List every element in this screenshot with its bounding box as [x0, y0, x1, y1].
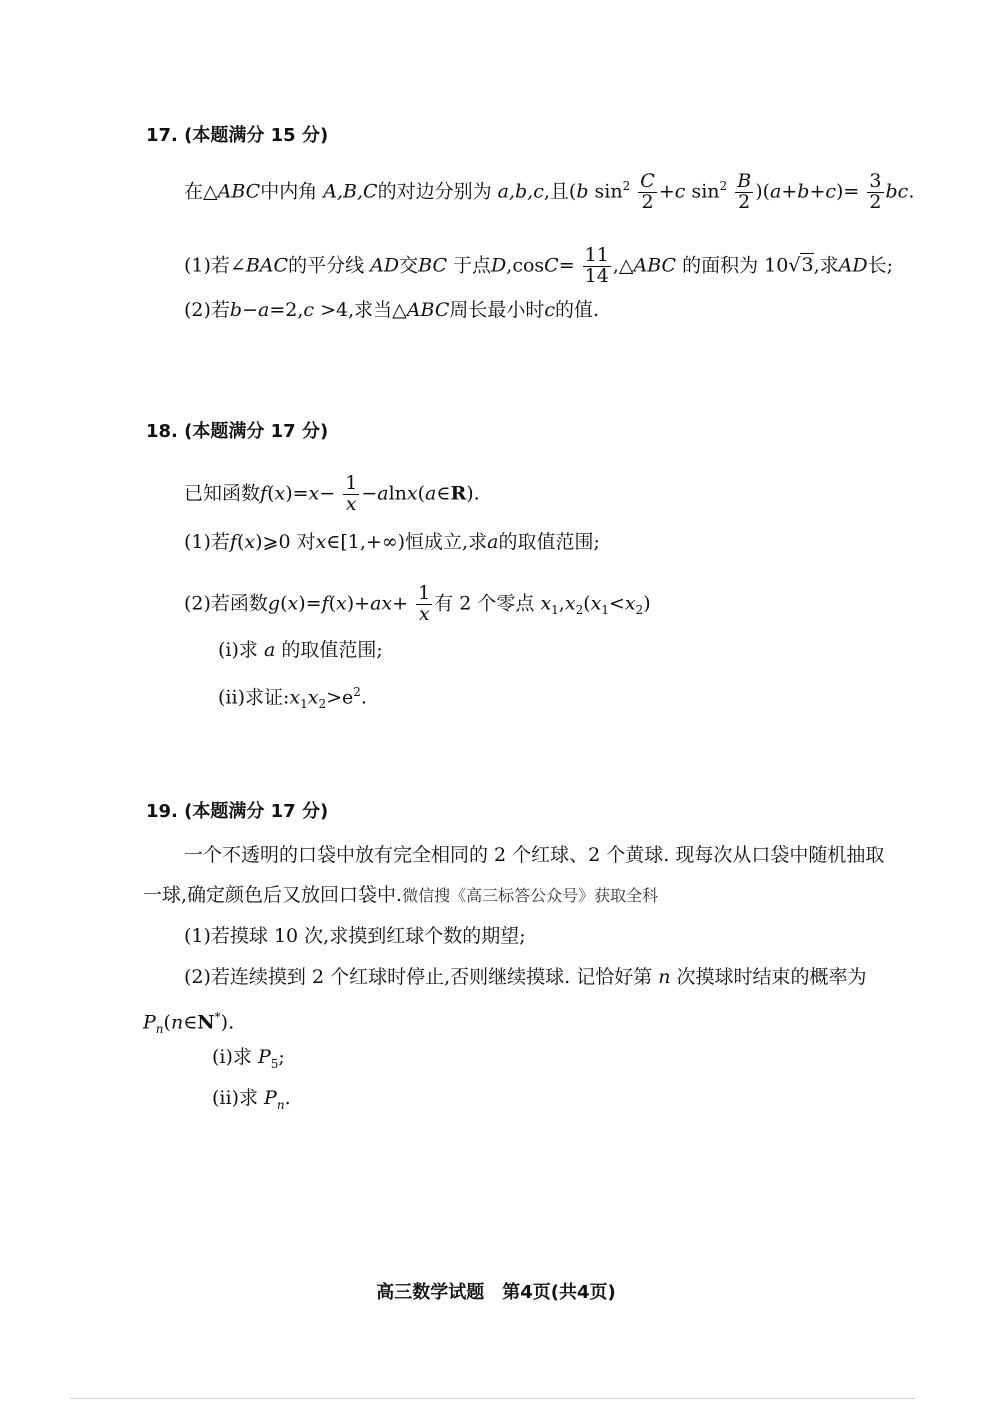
- q19-part1: (1)若摸球 10 次,求摸到红球个数的期望;: [184, 925, 526, 947]
- q18-stem: 已知函数f(x)=x− $\frac{1}{x}$ −alnx(a∈R).: [184, 472, 480, 515]
- q19-line1: 一个不透明的口袋中放有完全相同的 2 个红球、2 个黄球. 现每次从口袋中随机抽取: [184, 844, 885, 866]
- q17-stem: 在△ABC中内角 A,B,C的对边分别为 a,b,c,且(b $\sin^2$ $\frac{C}{2}$ +c $\sin^2$ $\frac{B}{2}$ )(a+b+c)= $\frac{3}{2}$ bc.: [184, 170, 915, 213]
- q19-heading: 19. (本题满分 17 分): [146, 801, 329, 822]
- page-footer: 高三数学试题 第4页(共4页): [376, 1282, 616, 1303]
- q17-heading: 17. (本题满分 15 分): [146, 125, 329, 146]
- q18-part1: (1)若f(x)⩾0 对x∈[1,+∞)恒成立,求a的取值范围;: [184, 531, 600, 553]
- q19-sub1: (i)求 $P_5$;: [212, 1046, 285, 1071]
- q18-sub1: (i)求 a 的取值范围;: [218, 639, 383, 661]
- q18-heading: 18. (本题满分 17 分): [146, 421, 329, 442]
- q19-part2-cont: $P_n(n\in N^*)$.: [143, 1010, 235, 1037]
- watermark-text: 微信搜《高三标答公众号》获取全科: [402, 886, 659, 905]
- q17-part1: (1)若∠BAC的平分线 AD交BC 于点D,cosC= $\frac{11}{14}$ ,△ABC 的面积为 10√3,求AD长;: [184, 244, 893, 287]
- q17-part2: (2)若b−a=2,c >4,求当△ABC周长最小时c的值.: [184, 299, 600, 321]
- q18-sub2: (ii)求证$:x_1x_2>e^2$.: [218, 685, 367, 712]
- q19-line2: 一球,确定颜色后又放回口袋中.微信搜《高三标答公众号》获取全科: [143, 884, 659, 906]
- q18-part2: (2)若函数g(x)=f(x)+ax+ $\frac{1}{x}$ 有 2 个零点 $x_1,x_2(x_1<x_2)$: [184, 582, 651, 625]
- q19-sub2: (ii)求 $P_n$.: [212, 1087, 291, 1112]
- q19-part2: (2)若连续摸到 2 个红球时停止,否则继续摸球. 记恰好第 n 次摸球时结束的概率为: [184, 966, 867, 988]
- bottom-divider: [70, 1398, 915, 1399]
